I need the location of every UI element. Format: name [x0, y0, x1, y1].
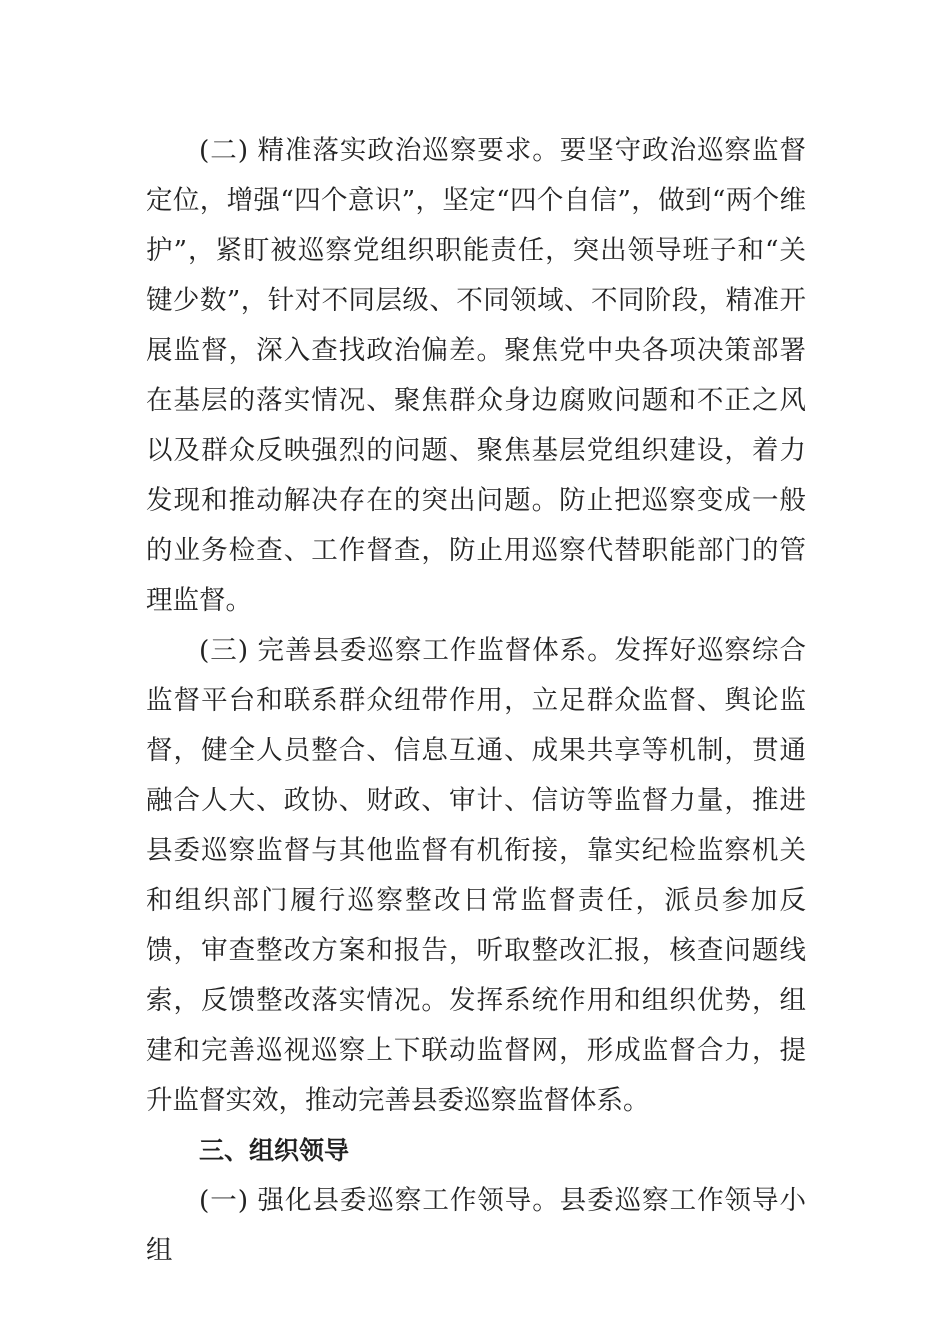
document-page: [146, 126, 806, 1276]
paragraph-inspection-supervision-system: (三) 完善县委巡察工作监督体系。发挥好巡察综合监督平台和联系群众纽带作用，立足群众监督、舆论监督，健全人员整合、信息互通、成果共享等机制，贯通融合人大、政协、财政、审计、信访等监督力量，推进县委巡察监督与其他监督有机衔接，靠实纪检监察机关和组织部门履行巡察整改日常监督责任，派员参加反馈，审查整改方案和报告，听取整改汇报，核查问题线索，反馈整改落实情况。发挥系统作用和组织优势，组建和完善巡视巡察上下联动监督网，形成监督合力，提升监督实效，推动完善县委巡察监督体系。: [146, 635, 806, 1116]
section-heading-organizational-leadership: 三、组织领导: [199, 1136, 350, 1165]
paragraph-political-inspection-requirements: (二) 精准落实政治巡察要求。要坚守政治巡察监督定位，增强“四个意识”，坚定“四个自信”，做到“两个维护”，紧盯被巡察党组织职能责任，突出领导班子和“关键少数”，针对不同层级、不同领域、不同阶段，精准开展监督，深入查找政治偏差。聚焦党中央各项决策部署在基层的落实情况、聚焦群众身边腐败问题和不正之风以及群众反映强烈的问题、聚焦基层党组织建设，着力发现和推动解决存在的突出问题。防止把巡察变成一般的业务检查、工作督查，防止用巡察代替职能部门的管理监督。: [146, 135, 806, 616]
paragraph-strengthen-leadership: (一) 强化县委巡察工作领导。县委巡察工作领导小组: [146, 1185, 806, 1266]
